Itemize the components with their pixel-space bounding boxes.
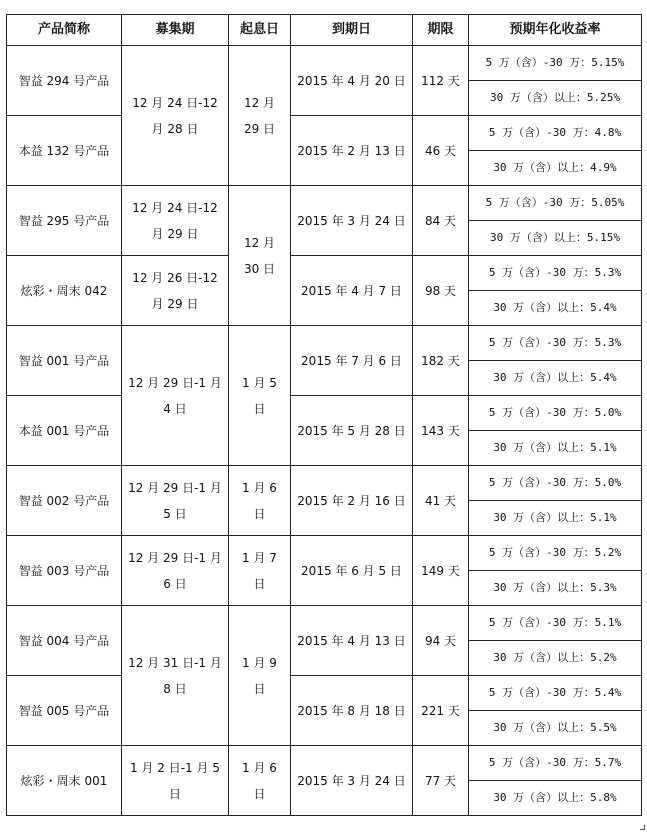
yield-tier-low-cell (469, 466, 642, 501)
subscription-period-cell (122, 466, 229, 536)
maturity-date-cell (291, 676, 413, 746)
product-name-cell (7, 466, 122, 536)
value-date-cell (229, 326, 291, 466)
value-date-cell-text: 12 月 30 日 (243, 235, 276, 276)
yield-tier-low-cell (469, 186, 642, 221)
maturity-date-cell (291, 116, 413, 186)
value-date-cell (229, 606, 291, 746)
yield-tier-low-cell (469, 606, 642, 641)
product-name-cell (7, 536, 122, 606)
yield-tier-high-cell-text: 30 万（含）以上：5.1% (493, 511, 617, 524)
term-cell (413, 186, 469, 256)
maturity-date-cell (291, 326, 413, 396)
term-cell (413, 466, 469, 536)
product-name-cell (7, 46, 122, 116)
yield-tier-high-cell (469, 711, 642, 746)
table-row (7, 536, 642, 571)
term-cell-text: 77 天 (424, 773, 457, 788)
header-maturity-date: 到期日 (291, 15, 413, 46)
product-name-cell (7, 746, 122, 816)
subscription-period-cell (122, 256, 229, 326)
header-value-date: 起息日 (229, 15, 291, 46)
product-name-cell (7, 186, 122, 256)
value-date-cell (229, 46, 291, 186)
value-date-cell-text: 1 月 5 日 (242, 375, 277, 416)
yield-tier-high-cell (469, 221, 642, 256)
maturity-date-cell-text: 2015 年 4 月 7 日 (301, 283, 402, 298)
yield-tier-high-cell-text: 30 万（含）以上：5.4% (493, 371, 617, 384)
maturity-date-cell (291, 256, 413, 326)
header-expected-yield: 预期年化收益率 (469, 15, 642, 46)
product-name-cell (7, 396, 122, 466)
maturity-date-cell (291, 536, 413, 606)
yield-tier-high-cell (469, 571, 642, 606)
table-row (7, 186, 642, 221)
value-date-cell-text: 1 月 7 日 (242, 550, 277, 591)
product-name-cell (7, 116, 122, 186)
term-cell (413, 46, 469, 116)
header-product-name: 产品简称 (7, 15, 122, 46)
subscription-period-cell (122, 186, 229, 256)
yield-tier-low-cell (469, 536, 642, 571)
subscription-period-cell (122, 746, 229, 816)
term-cell (413, 116, 469, 186)
product-name-cell (7, 326, 122, 396)
term-cell (413, 326, 469, 396)
subscription-period-cell (122, 606, 229, 746)
subscription-period-cell-text: 12 月 29 日-1 月 4 日 (128, 375, 222, 416)
yield-tier-low-cell-text: 5 万（含）-30 万：5.3% (488, 266, 622, 279)
yield-tier-low-cell (469, 326, 642, 361)
maturity-date-cell-text: 2015 年 7 月 6 日 (301, 353, 402, 368)
yield-tier-low-cell (469, 396, 642, 431)
subscription-period-cell-text: 12 月 24 日-12 月 29 日 (132, 200, 218, 241)
product-name-cell-text: 智益 001 号产品 (18, 353, 110, 368)
product-name-cell-text: 智益 003 号产品 (18, 563, 110, 578)
term-cell-text: 221 天 (421, 703, 460, 718)
yield-tier-low-cell-text: 5 万（含）-30 万：5.0% (488, 476, 622, 489)
yield-tier-high-cell-text: 30 万（含）以上：5.2% (493, 651, 617, 664)
yield-tier-low-cell (469, 116, 642, 151)
table-row (7, 746, 642, 781)
term-cell (413, 746, 469, 816)
yield-tier-high-cell-text: 30 万（含）以上：4.9% (493, 161, 617, 174)
maturity-date-cell (291, 46, 413, 116)
table-row (7, 606, 642, 641)
value-date-cell (229, 746, 291, 816)
value-date-cell (229, 186, 291, 326)
yield-tier-low-cell-text: 5 万（含）-30 万：4.8% (488, 126, 622, 139)
term-cell-text: 41 天 (424, 493, 457, 508)
yield-tier-low-cell-text: 5 万（含）-30 万：5.0% (488, 406, 622, 419)
yield-tier-high-cell (469, 501, 642, 536)
term-cell (413, 396, 469, 466)
term-cell-text: 84 天 (424, 213, 457, 228)
term-cell-text: 149 天 (421, 563, 460, 578)
maturity-date-cell-text: 2015 年 5 月 28 日 (297, 423, 406, 438)
yield-tier-high-cell-text: 30 万（含）以上：5.4% (493, 301, 617, 314)
yield-tier-high-cell (469, 291, 642, 326)
subscription-period-cell-text: 12 月 31 日-1 月 8 日 (128, 655, 222, 696)
yield-tier-high-cell (469, 361, 642, 396)
product-name-cell (7, 606, 122, 676)
table-body (7, 46, 642, 816)
maturity-date-cell-text: 2015 年 8 月 18 日 (297, 703, 406, 718)
yield-tier-high-cell (469, 431, 642, 466)
subscription-period-cell (122, 326, 229, 466)
yield-tier-high-cell-text: 30 万（含）以上：5.1% (493, 441, 617, 454)
subscription-period-cell (122, 46, 229, 186)
product-name-cell (7, 676, 122, 746)
product-name-cell-text: 智益 004 号产品 (18, 633, 110, 648)
yield-tier-low-cell-text: 5 万（含）-30 万：5.15% (485, 56, 625, 69)
term-cell-text: 112 天 (421, 73, 460, 88)
yield-tier-high-cell-text: 30 万（含）以上：5.15% (490, 231, 620, 244)
yield-tier-low-cell (469, 46, 642, 81)
product-name-cell-text: 炫彩・周末 042 (20, 283, 108, 298)
yield-tier-low-cell (469, 256, 642, 291)
product-name-cell-text: 智益 295 号产品 (18, 213, 110, 228)
maturity-date-cell-text: 2015 年 4 月 13 日 (297, 633, 406, 648)
term-cell (413, 606, 469, 676)
product-name-cell-text: 本益 132 号产品 (18, 143, 110, 158)
maturity-date-cell-text: 2015 年 3 月 24 日 (297, 213, 406, 228)
product-name-cell-text: 本益 001 号产品 (18, 423, 110, 438)
product-name-cell-text: 智益 294 号产品 (18, 73, 110, 88)
maturity-date-cell-text: 2015 年 2 月 13 日 (297, 143, 406, 158)
maturity-date-cell (291, 186, 413, 256)
yield-tier-high-cell (469, 781, 642, 816)
maturity-date-cell (291, 746, 413, 816)
term-cell-text: 46 天 (424, 143, 457, 158)
yield-tier-low-cell (469, 676, 642, 711)
table-row (7, 326, 642, 361)
yield-tier-low-cell-text: 5 万（含）-30 万：5.05% (485, 196, 625, 209)
yield-tier-high-cell-text: 30 万（含）以上：5.25% (490, 91, 620, 104)
table-row (7, 466, 642, 501)
maturity-date-cell (291, 606, 413, 676)
table-row (7, 256, 642, 291)
yield-tier-high-cell-text: 30 万（含）以上：5.5% (493, 721, 617, 734)
value-date-cell-text: 12 月 29 日 (243, 95, 276, 136)
subscription-period-cell-text: 12 月 26 日-12 月 29 日 (132, 270, 218, 311)
header-row (7, 15, 642, 46)
corner-mark (640, 825, 645, 830)
term-cell-text: 98 天 (424, 283, 457, 298)
table-row (7, 46, 642, 81)
product-rate-table (6, 14, 642, 816)
yield-tier-high-cell (469, 151, 642, 186)
subscription-period-cell-text: 1 月 2 日-1 月 5 日 (130, 760, 220, 801)
subscription-period-cell-text: 12 月 24 日-12 月 28 日 (132, 95, 218, 136)
yield-tier-high-cell-text: 30 万（含）以上：5.8% (493, 791, 617, 804)
yield-tier-low-cell-text: 5 万（含）-30 万：5.2% (488, 546, 622, 559)
yield-tier-low-cell-text: 5 万（含）-30 万：5.4% (488, 686, 622, 699)
maturity-date-cell-text: 2015 年 6 月 5 日 (301, 563, 402, 578)
table-row (7, 396, 642, 431)
subscription-period-cell-text: 12 月 29 日-1 月 6 日 (128, 550, 222, 591)
subscription-period-cell (122, 536, 229, 606)
value-date-cell (229, 536, 291, 606)
term-cell-text: 143 天 (421, 423, 460, 438)
value-date-cell (229, 466, 291, 536)
yield-tier-low-cell-text: 5 万（含）-30 万：5.3% (488, 336, 622, 349)
yield-tier-high-cell (469, 641, 642, 676)
term-cell-text: 94 天 (424, 633, 457, 648)
term-cell-text: 182 天 (421, 353, 460, 368)
yield-tier-high-cell (469, 81, 642, 116)
yield-tier-low-cell-text: 5 万（含）-30 万：5.7% (488, 756, 622, 769)
term-cell (413, 536, 469, 606)
maturity-date-cell-text: 2015 年 2 月 16 日 (297, 493, 406, 508)
yield-tier-low-cell-text: 5 万（含）-30 万：5.1% (488, 616, 622, 629)
product-name-cell-text: 智益 005 号产品 (18, 703, 110, 718)
yield-tier-low-cell (469, 746, 642, 781)
value-date-cell-text: 1 月 9 日 (242, 655, 277, 696)
maturity-date-cell-text: 2015 年 3 月 24 日 (297, 773, 406, 788)
yield-tier-high-cell-text: 30 万（含）以上：5.3% (493, 581, 617, 594)
header-term: 期限 (413, 15, 469, 46)
value-date-cell-text: 1 月 6 日 (242, 480, 277, 521)
table-row (7, 116, 642, 151)
term-cell (413, 676, 469, 746)
product-name-cell-text: 智益 002 号产品 (18, 493, 110, 508)
maturity-date-cell (291, 396, 413, 466)
product-name-cell (7, 256, 122, 326)
maturity-date-cell-text: 2015 年 4 月 20 日 (297, 73, 406, 88)
maturity-date-cell (291, 466, 413, 536)
value-date-cell-text: 1 月 6 日 (242, 760, 277, 801)
term-cell (413, 256, 469, 326)
header-subscription-period: 募集期 (122, 15, 229, 46)
table-row (7, 676, 642, 711)
product-name-cell-text: 炫彩・周末 001 (20, 773, 108, 788)
subscription-period-cell-text: 12 月 29 日-1 月 5 日 (128, 480, 222, 521)
